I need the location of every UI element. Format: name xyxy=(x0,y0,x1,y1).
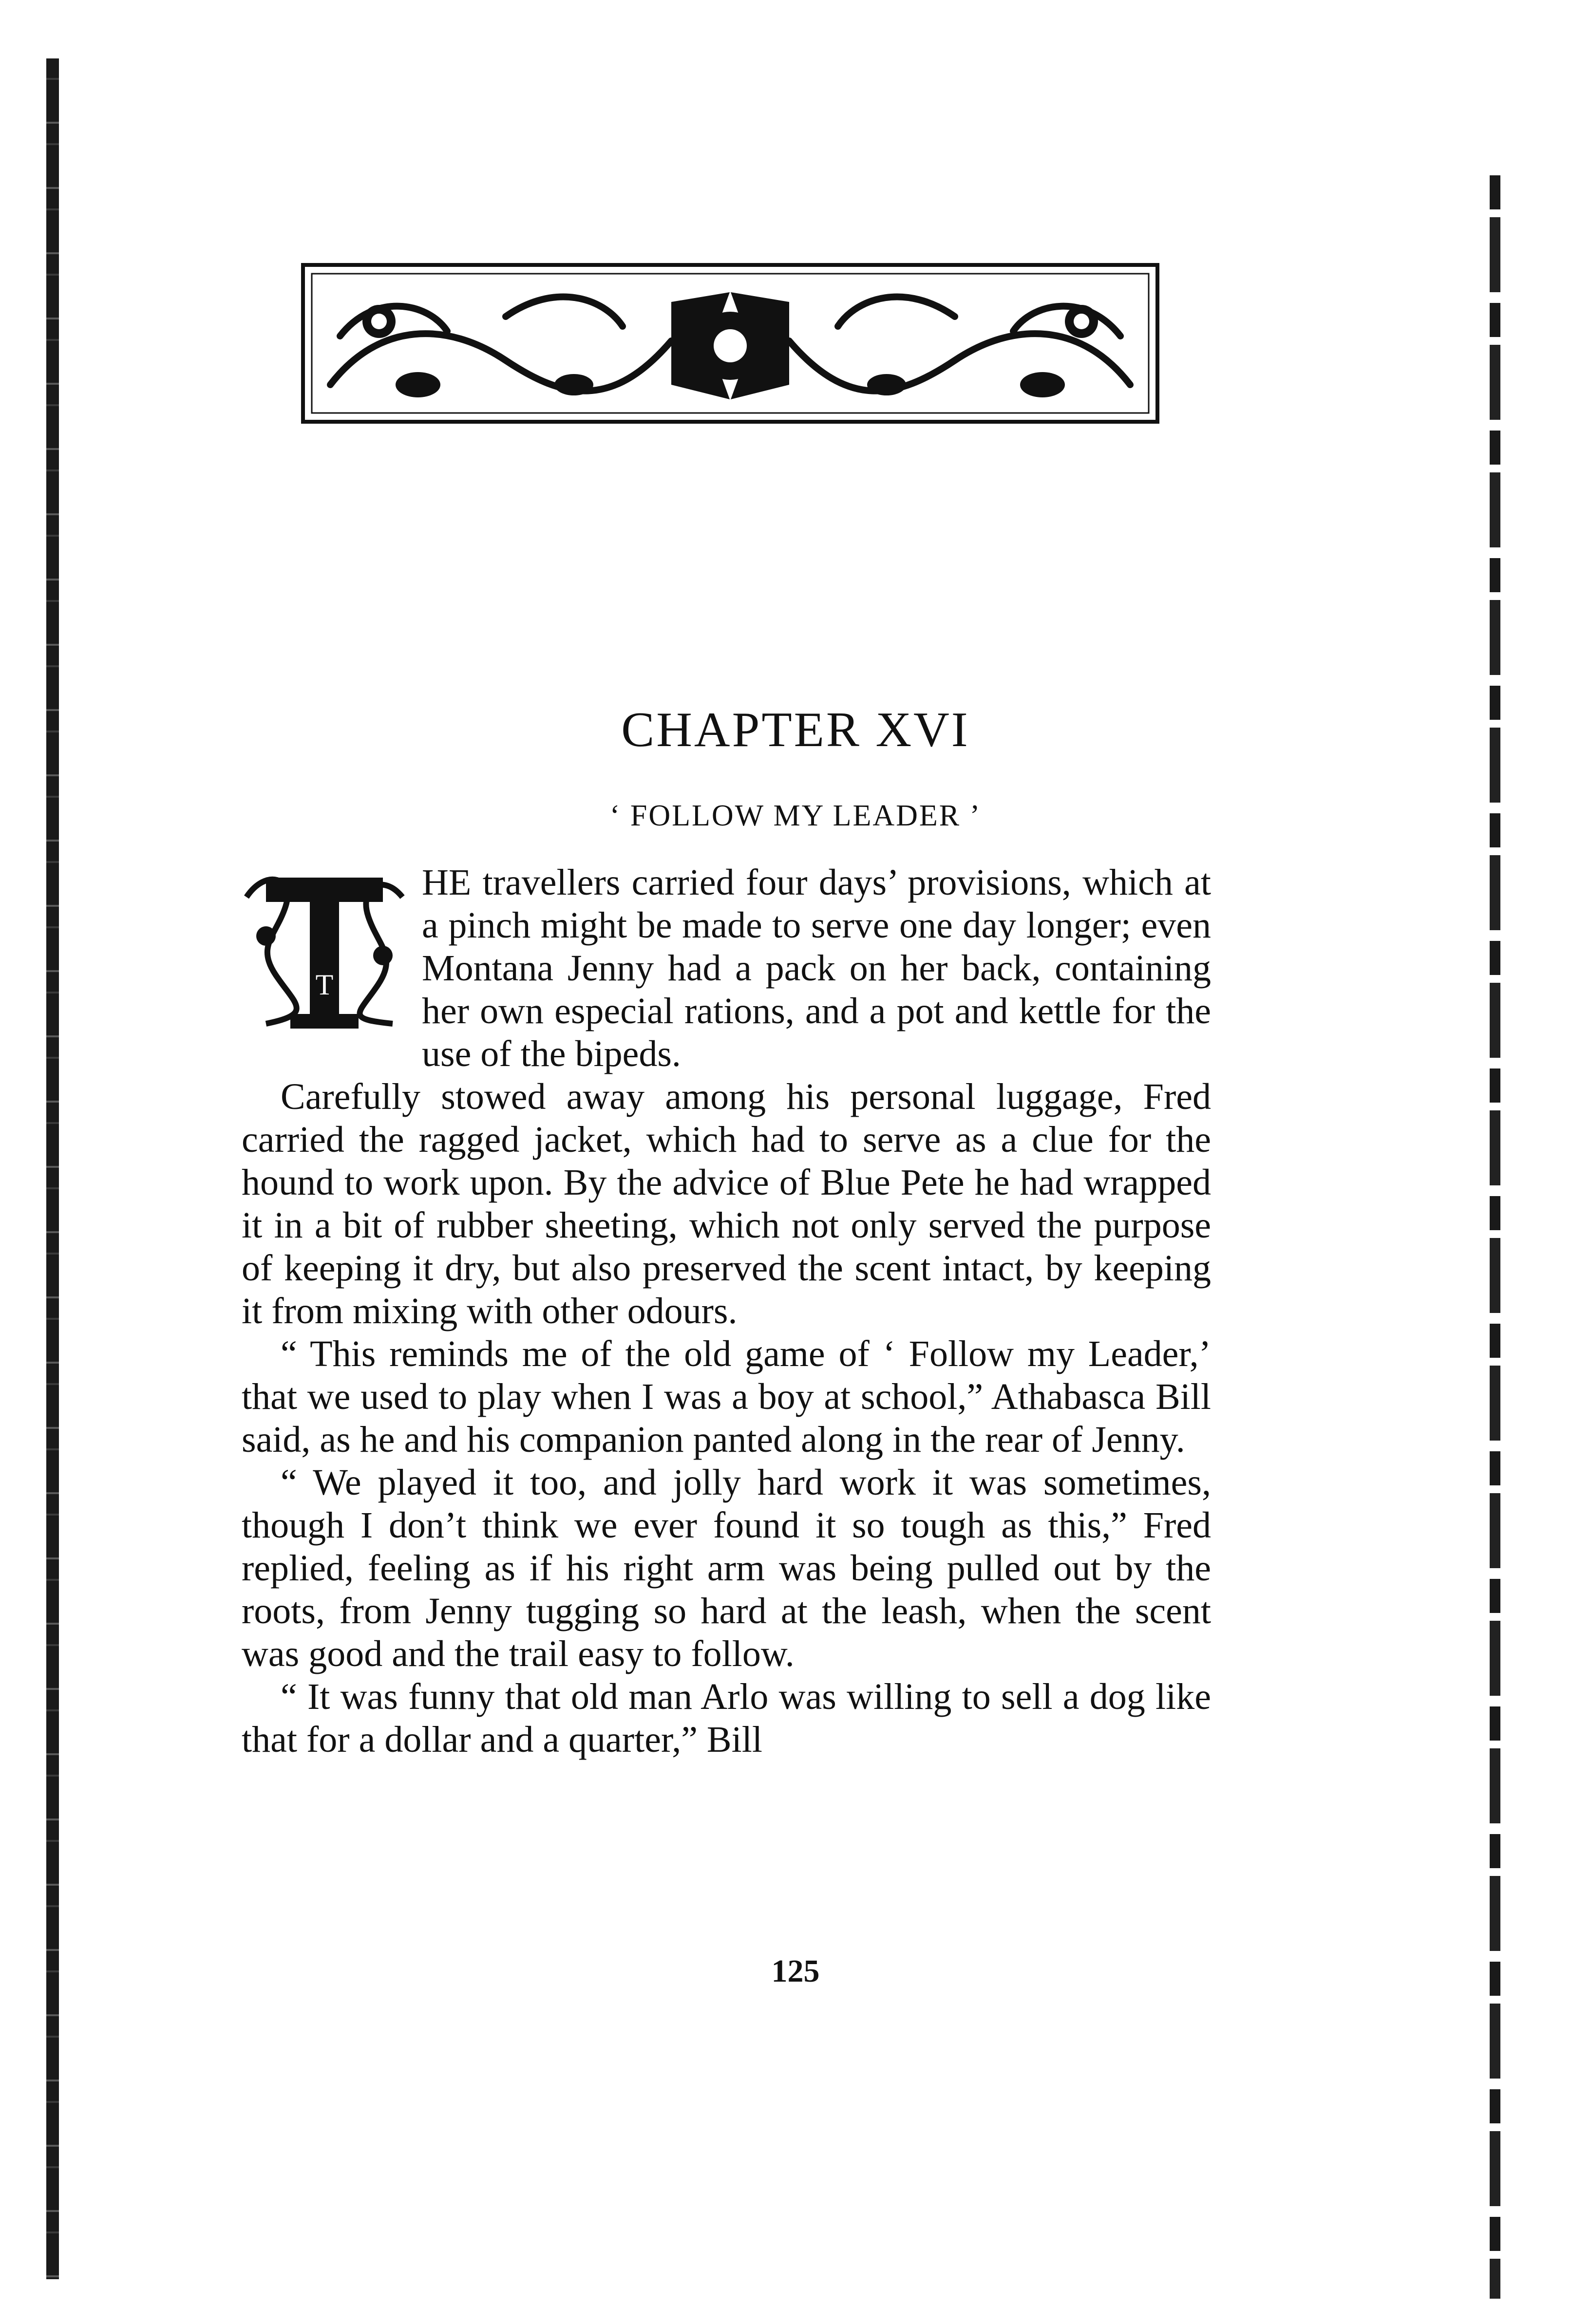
chapter-subtitle: ‘ FOLLOW MY LEADER ’ xyxy=(609,799,982,832)
paragraph-4: “ We played it too, and jolly hard work it was sometimes, though I don’t think we ever found it so tough as this,” Fred replied, feeling as if his right arm was being pulled out by the roots, from Jenny tugging so hard at the leash, when the scent was good and the trail easy to follow. xyxy=(242,1462,1211,1674)
scan-edge-left xyxy=(46,58,59,2279)
chapter-title: CHAPTER XVI xyxy=(621,702,970,757)
body-text xyxy=(242,861,1211,1761)
floral-headpiece-icon xyxy=(301,263,1159,424)
dropcap-spacer xyxy=(242,861,422,1070)
paragraph-1: HE travellers carried four days’ provisions, which at a pinch might be made to serve one day longer; even Montana Jenny had a pack on her back, containing her own especial rations, and a pot and kettle for the use of the bipeds. xyxy=(422,862,1211,1074)
paragraph-5: “ It was funny that old man Arlo was willing to sell a dog like that for a dollar and a quarter,” Bill xyxy=(242,1676,1211,1760)
dropcap-letter: T xyxy=(315,969,334,1001)
paragraph-2: Carefully stowed away among his personal luggage, Fred carried the ragged jacket, which had to serve as a clue for the hound to work upon. By the advice of Blue Pete he had wrapped it in a bit of rubber sheeting, which not only served the purpose of keeping it dry, but also preserved the scent intact, by keeping it from mixing with other odours. xyxy=(242,1076,1211,1331)
paragraph-3: “ This reminds me of the old game of ‘ Follow my Leader,’ that we used to play when I was a boy at school,” Athabasca Bill said, as he and his companion panted along in the rear of Jenny. xyxy=(242,1333,1211,1460)
page-number: 125 xyxy=(771,1953,820,1989)
